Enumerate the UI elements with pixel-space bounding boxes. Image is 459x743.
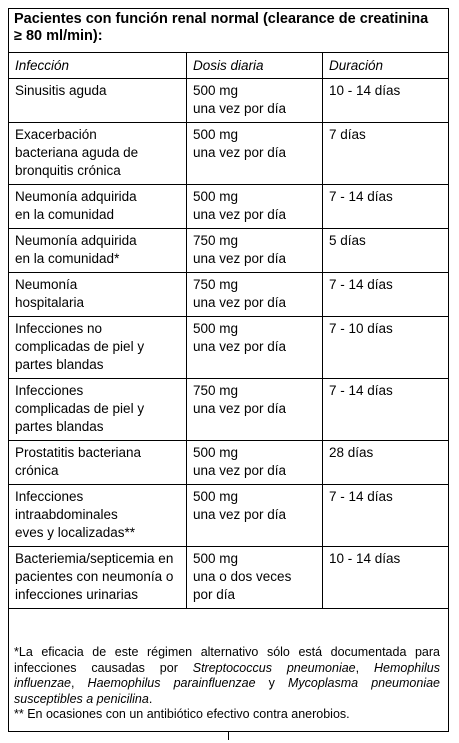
footnote-line: [14, 645, 440, 661]
cell-line: eves y localizadas**: [15, 525, 136, 540]
cell-infeccion: [9, 441, 187, 485]
cell-duracion: [323, 185, 449, 229]
cell-line: Infecciones: [15, 489, 84, 504]
cell-line: por día: [193, 587, 236, 602]
cell-line: Neumonía adquirida: [15, 189, 137, 204]
cell-line: hospitalaria: [15, 295, 85, 310]
cell-line: 500 mg: [193, 489, 239, 504]
cell-duracion: [323, 79, 449, 123]
cell-line: intraabdominales: [15, 507, 118, 522]
footnote-organism: Hemophilus: [374, 660, 441, 675]
cell-dosis: [187, 547, 323, 609]
cell-line: 500 mg: [193, 189, 239, 204]
cell-line: complicadas de piel y: [15, 339, 145, 354]
cell-infeccion: [9, 379, 187, 441]
footnote-text: *La eficacia de este régimen alternativo sólo está documentada para: [14, 645, 440, 659]
footnote-organism: susceptibles a penicilina: [14, 691, 149, 706]
footnote-text: .: [148, 691, 153, 706]
cell-line: 500 mg: [193, 83, 239, 98]
footnote-organism: influenzae: [14, 676, 71, 690]
footnote-line: [14, 661, 440, 677]
footnote-line: ** En ocasiones con un antibiótico efectivo contra anerobios.: [14, 707, 350, 721]
footnote-organism: Streptococcus pneumoniae: [192, 660, 356, 675]
cell-line: una vez por día: [193, 507, 287, 522]
cell-dosis: [187, 317, 323, 379]
table-row: [9, 379, 449, 441]
cell-infeccion: [9, 185, 187, 229]
column-header-dosis: Dosis diaria: [187, 53, 323, 79]
cell-line: 500 mg: [193, 551, 239, 566]
cell-line: 500 mg: [193, 127, 239, 142]
cell-line: 7 - 14 días: [329, 277, 393, 292]
table-row: [9, 229, 449, 273]
cell-line: Bacteriemia/septicemia en: [15, 551, 174, 566]
cell-line: 7 - 14 días: [329, 189, 393, 204]
page-divider-tick: [228, 732, 229, 740]
cell-line: una vez por día: [193, 339, 287, 354]
cell-line: bronquitis crónica: [15, 163, 121, 178]
cell-infeccion: [9, 273, 187, 317]
table-body: [9, 79, 449, 609]
cell-line: en la comunidad: [15, 207, 115, 222]
cell-duracion: [323, 547, 449, 609]
footnote-text: y: [255, 676, 288, 690]
table-row: [9, 317, 449, 379]
cell-duracion: [323, 379, 449, 441]
title-line: Pacientes con función renal normal (clearance de creatinina: [14, 11, 429, 27]
cell-dosis: [187, 485, 323, 547]
cell-line: una vez por día: [193, 101, 287, 116]
cell-line: Infecciones no: [15, 321, 103, 336]
footnotes: [14, 645, 440, 723]
dosage-table: [8, 52, 449, 609]
cell-duracion: [323, 273, 449, 317]
cell-line: 7 - 10 días: [329, 321, 393, 336]
cell-infeccion: [9, 317, 187, 379]
cell-infeccion: [9, 547, 187, 609]
table-row: [9, 273, 449, 317]
footnote-text: ,: [355, 660, 374, 675]
cell-line: 10 - 14 días: [329, 83, 401, 98]
cell-line: 7 días: [329, 127, 366, 142]
cell-line: en la comunidad*: [15, 251, 120, 266]
page-title: [14, 11, 444, 45]
cell-line: partes blandas: [15, 419, 104, 434]
footnote-line: [14, 676, 440, 692]
table-row: [9, 185, 449, 229]
cell-dosis: [187, 273, 323, 317]
cell-line: bacteriana aguda de: [15, 145, 139, 160]
cell-line: Neumonía adquirida: [15, 233, 137, 248]
cell-line: 7 - 14 días: [329, 489, 393, 504]
cell-dosis: [187, 379, 323, 441]
cell-line: 750 mg: [193, 277, 239, 292]
table-row: [9, 123, 449, 185]
cell-line: partes blandas: [15, 357, 104, 372]
footnote-text: ,: [71, 676, 88, 690]
cell-line: una vez por día: [193, 207, 287, 222]
table-row: [9, 79, 449, 123]
cell-duracion: [323, 229, 449, 273]
cell-line: 750 mg: [193, 233, 239, 248]
cell-line: una vez por día: [193, 145, 287, 160]
cell-line: una vez por día: [193, 401, 287, 416]
cell-line: una vez por día: [193, 463, 287, 478]
cell-line: 750 mg: [193, 383, 239, 398]
table-row: [9, 547, 449, 609]
table-row: [9, 485, 449, 547]
cell-line: 5 días: [329, 233, 366, 248]
cell-line: pacientes con neumonía o: [15, 569, 174, 584]
cell-line: Prostatitis bacteriana: [15, 445, 142, 460]
cell-dosis: [187, 185, 323, 229]
cell-dosis: [187, 123, 323, 185]
cell-infeccion: [9, 485, 187, 547]
cell-line: una vez por día: [193, 295, 287, 310]
cell-line: 500 mg: [193, 321, 239, 336]
cell-line: crónica: [15, 463, 59, 478]
cell-dosis: [187, 229, 323, 273]
column-header-duracion: Duración: [323, 53, 449, 79]
table-header-row: [9, 53, 449, 79]
cell-duracion: [323, 441, 449, 485]
footnote-organism: Mycoplasma pneumoniae: [287, 676, 440, 690]
table-row: [9, 441, 449, 485]
footnote-line: [14, 692, 440, 708]
footnote-text: infecciones causadas por: [14, 660, 193, 675]
cell-line: 28 días: [329, 445, 374, 460]
cell-line: una vez por día: [193, 251, 287, 266]
cell-infeccion: [9, 123, 187, 185]
cell-dosis: [187, 441, 323, 485]
cell-line: 10 - 14 días: [329, 551, 401, 566]
title-line: ≥ 80 ml/min):: [14, 28, 103, 44]
cell-line: complicadas de piel y: [15, 401, 145, 416]
cell-line: Sinusitis aguda: [15, 83, 107, 98]
cell-line: 7 - 14 días: [329, 383, 393, 398]
cell-line: Neumonía: [15, 277, 78, 292]
cell-infeccion: [9, 229, 187, 273]
cell-line: 500 mg: [193, 445, 239, 460]
cell-line: una o dos veces: [193, 569, 292, 584]
cell-line: Infecciones: [15, 383, 84, 398]
cell-infeccion: [9, 79, 187, 123]
cell-duracion: [323, 123, 449, 185]
cell-line: infecciones urinarias: [15, 587, 139, 602]
footnote-organism: Haemophilus parainfluenzae: [87, 676, 256, 690]
column-header-infeccion: Infección: [9, 53, 187, 79]
cell-dosis: [187, 79, 323, 123]
cell-duracion: [323, 317, 449, 379]
cell-line: Exacerbación: [15, 127, 97, 142]
cell-duracion: [323, 485, 449, 547]
